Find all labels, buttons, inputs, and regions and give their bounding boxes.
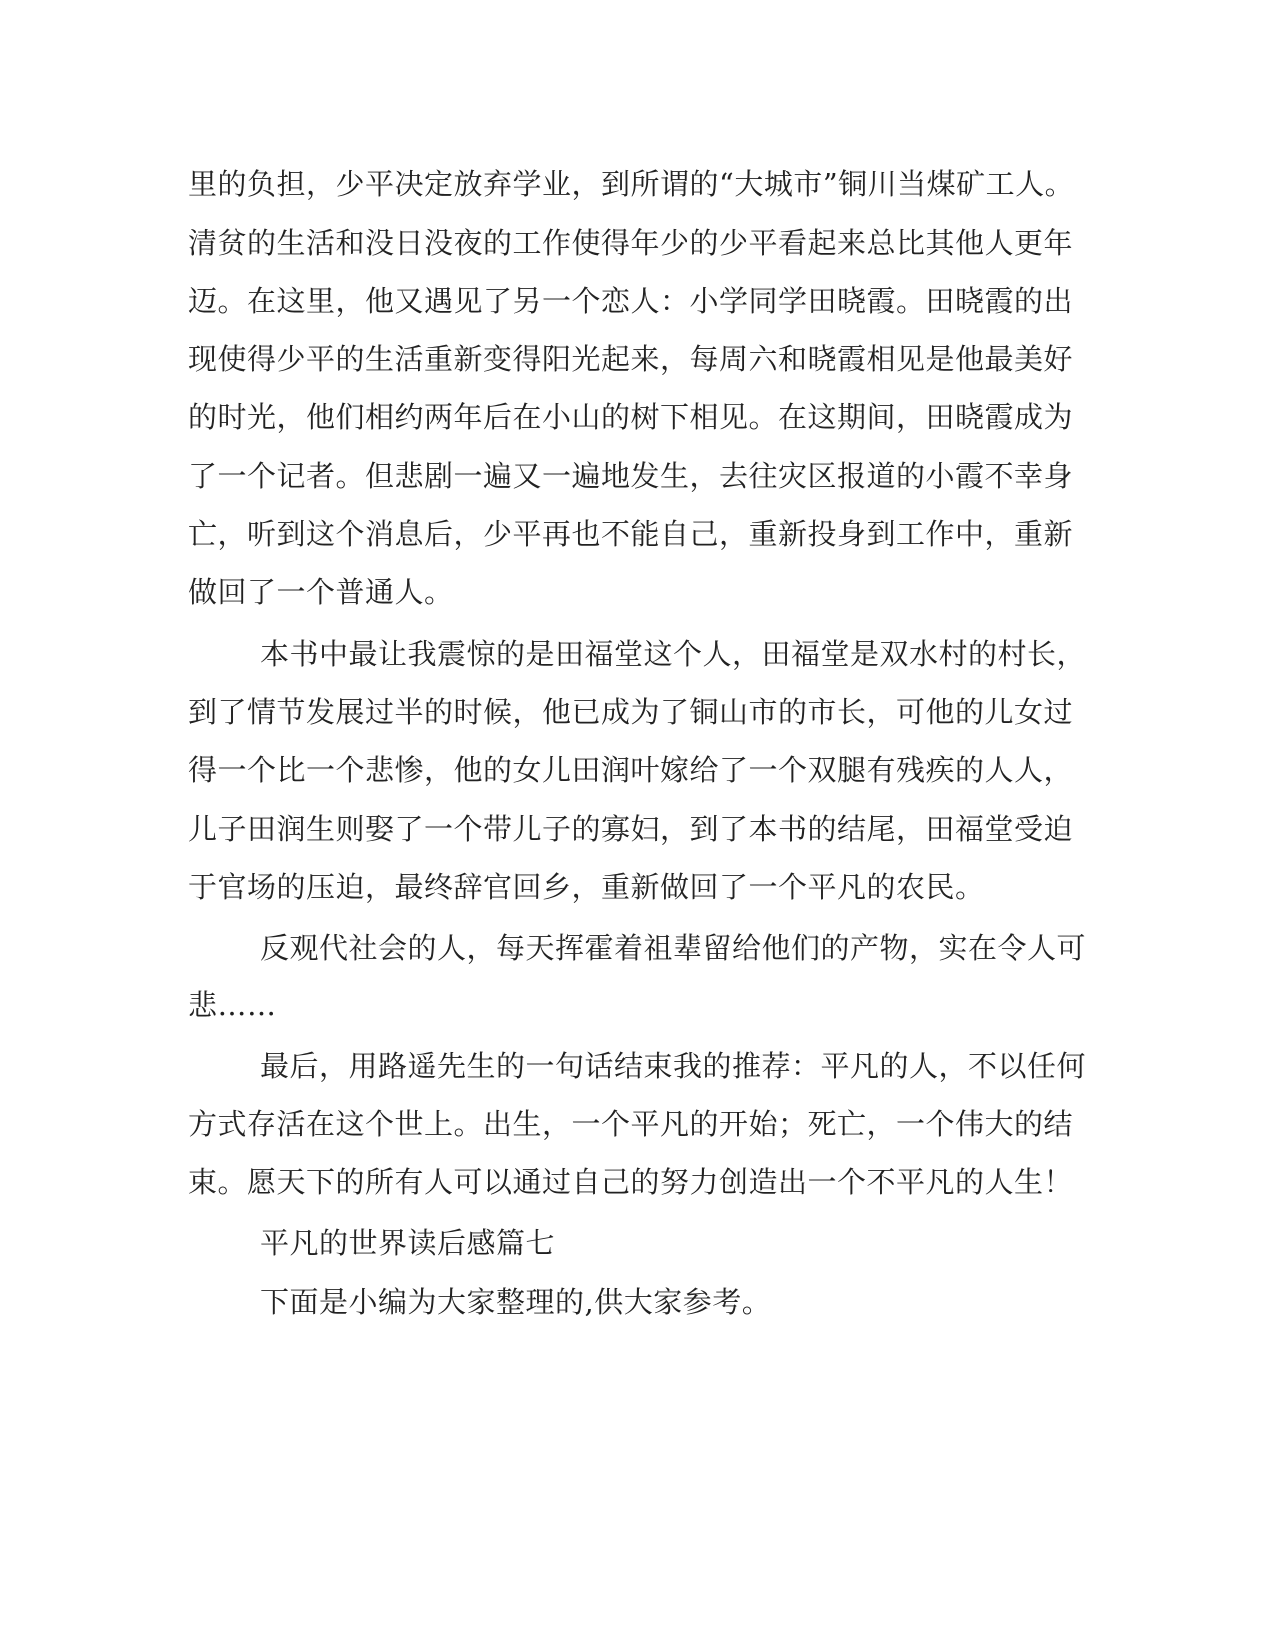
- text-line: 方式存活在这个世上。出生，一个平凡的开始；死亡，一个伟大的结: [188, 1107, 1074, 1141]
- paragraph-first-line: 最后，用路遥先生的一句话结束我的推荐：平凡的人，不以任何: [260, 1049, 1087, 1083]
- paragraph-first-line: 本书中最让我震惊的是田福堂这个人，田福堂是双水村的村长，: [260, 637, 1087, 671]
- intro-line: 下面是小编为大家整理的,供大家参考。: [260, 1285, 772, 1319]
- text-line: 束。愿天下的所有人可以通过自己的努力创造出一个不平凡的人生！: [188, 1165, 1074, 1199]
- text-line: 的时光，他们相约两年后在小山的树下相见。在这期间，田晓霞成为: [188, 400, 1074, 434]
- section-heading: 平凡的世界读后感篇七: [260, 1226, 556, 1260]
- text-line: 儿子田润生则娶了一个带儿子的寡妇，到了本书的结尾，田福堂受迫: [188, 812, 1074, 846]
- text-line: 于官场的压迫，最终辞官回乡，重新做回了一个平凡的农民。: [188, 870, 985, 904]
- text-line: 现使得少平的生活重新变得阳光起来，每周六和晓霞相见是他最美好: [188, 342, 1074, 376]
- text-line: 做回了一个普通人。: [188, 575, 454, 609]
- text-line: 亡，听到这个消息后，少平再也不能自己，重新投身到工作中，重新: [188, 517, 1074, 551]
- text-line: 悲……: [188, 988, 277, 1022]
- text-line: 到了情节发展过半的时候，他已成为了铜山市的市长，可他的儿女过: [188, 695, 1074, 729]
- text-line: 迈。在这里，他又遇见了另一个恋人：小学同学田晓霞。田晓霞的出: [188, 284, 1074, 318]
- paragraph-first-line: 反观代社会的人，每天挥霍着祖辈留给他们的产物，实在令人可: [260, 931, 1087, 965]
- text-line: 了一个记者。但悲剧一遍又一遍地发生，去往灾区报道的小霞不幸身: [188, 459, 1074, 493]
- text-line: 清贫的生活和没日没夜的工作使得年少的少平看起来总比其他人更年: [188, 226, 1074, 260]
- text-line: 得一个比一个悲惨，他的女儿田润叶嫁给了一个双腿有残疾的人人，: [188, 753, 1074, 787]
- text-line: 里的负担，少平决定放弃学业，到所谓的“大城市”铜川当煤矿工人。: [188, 167, 1075, 201]
